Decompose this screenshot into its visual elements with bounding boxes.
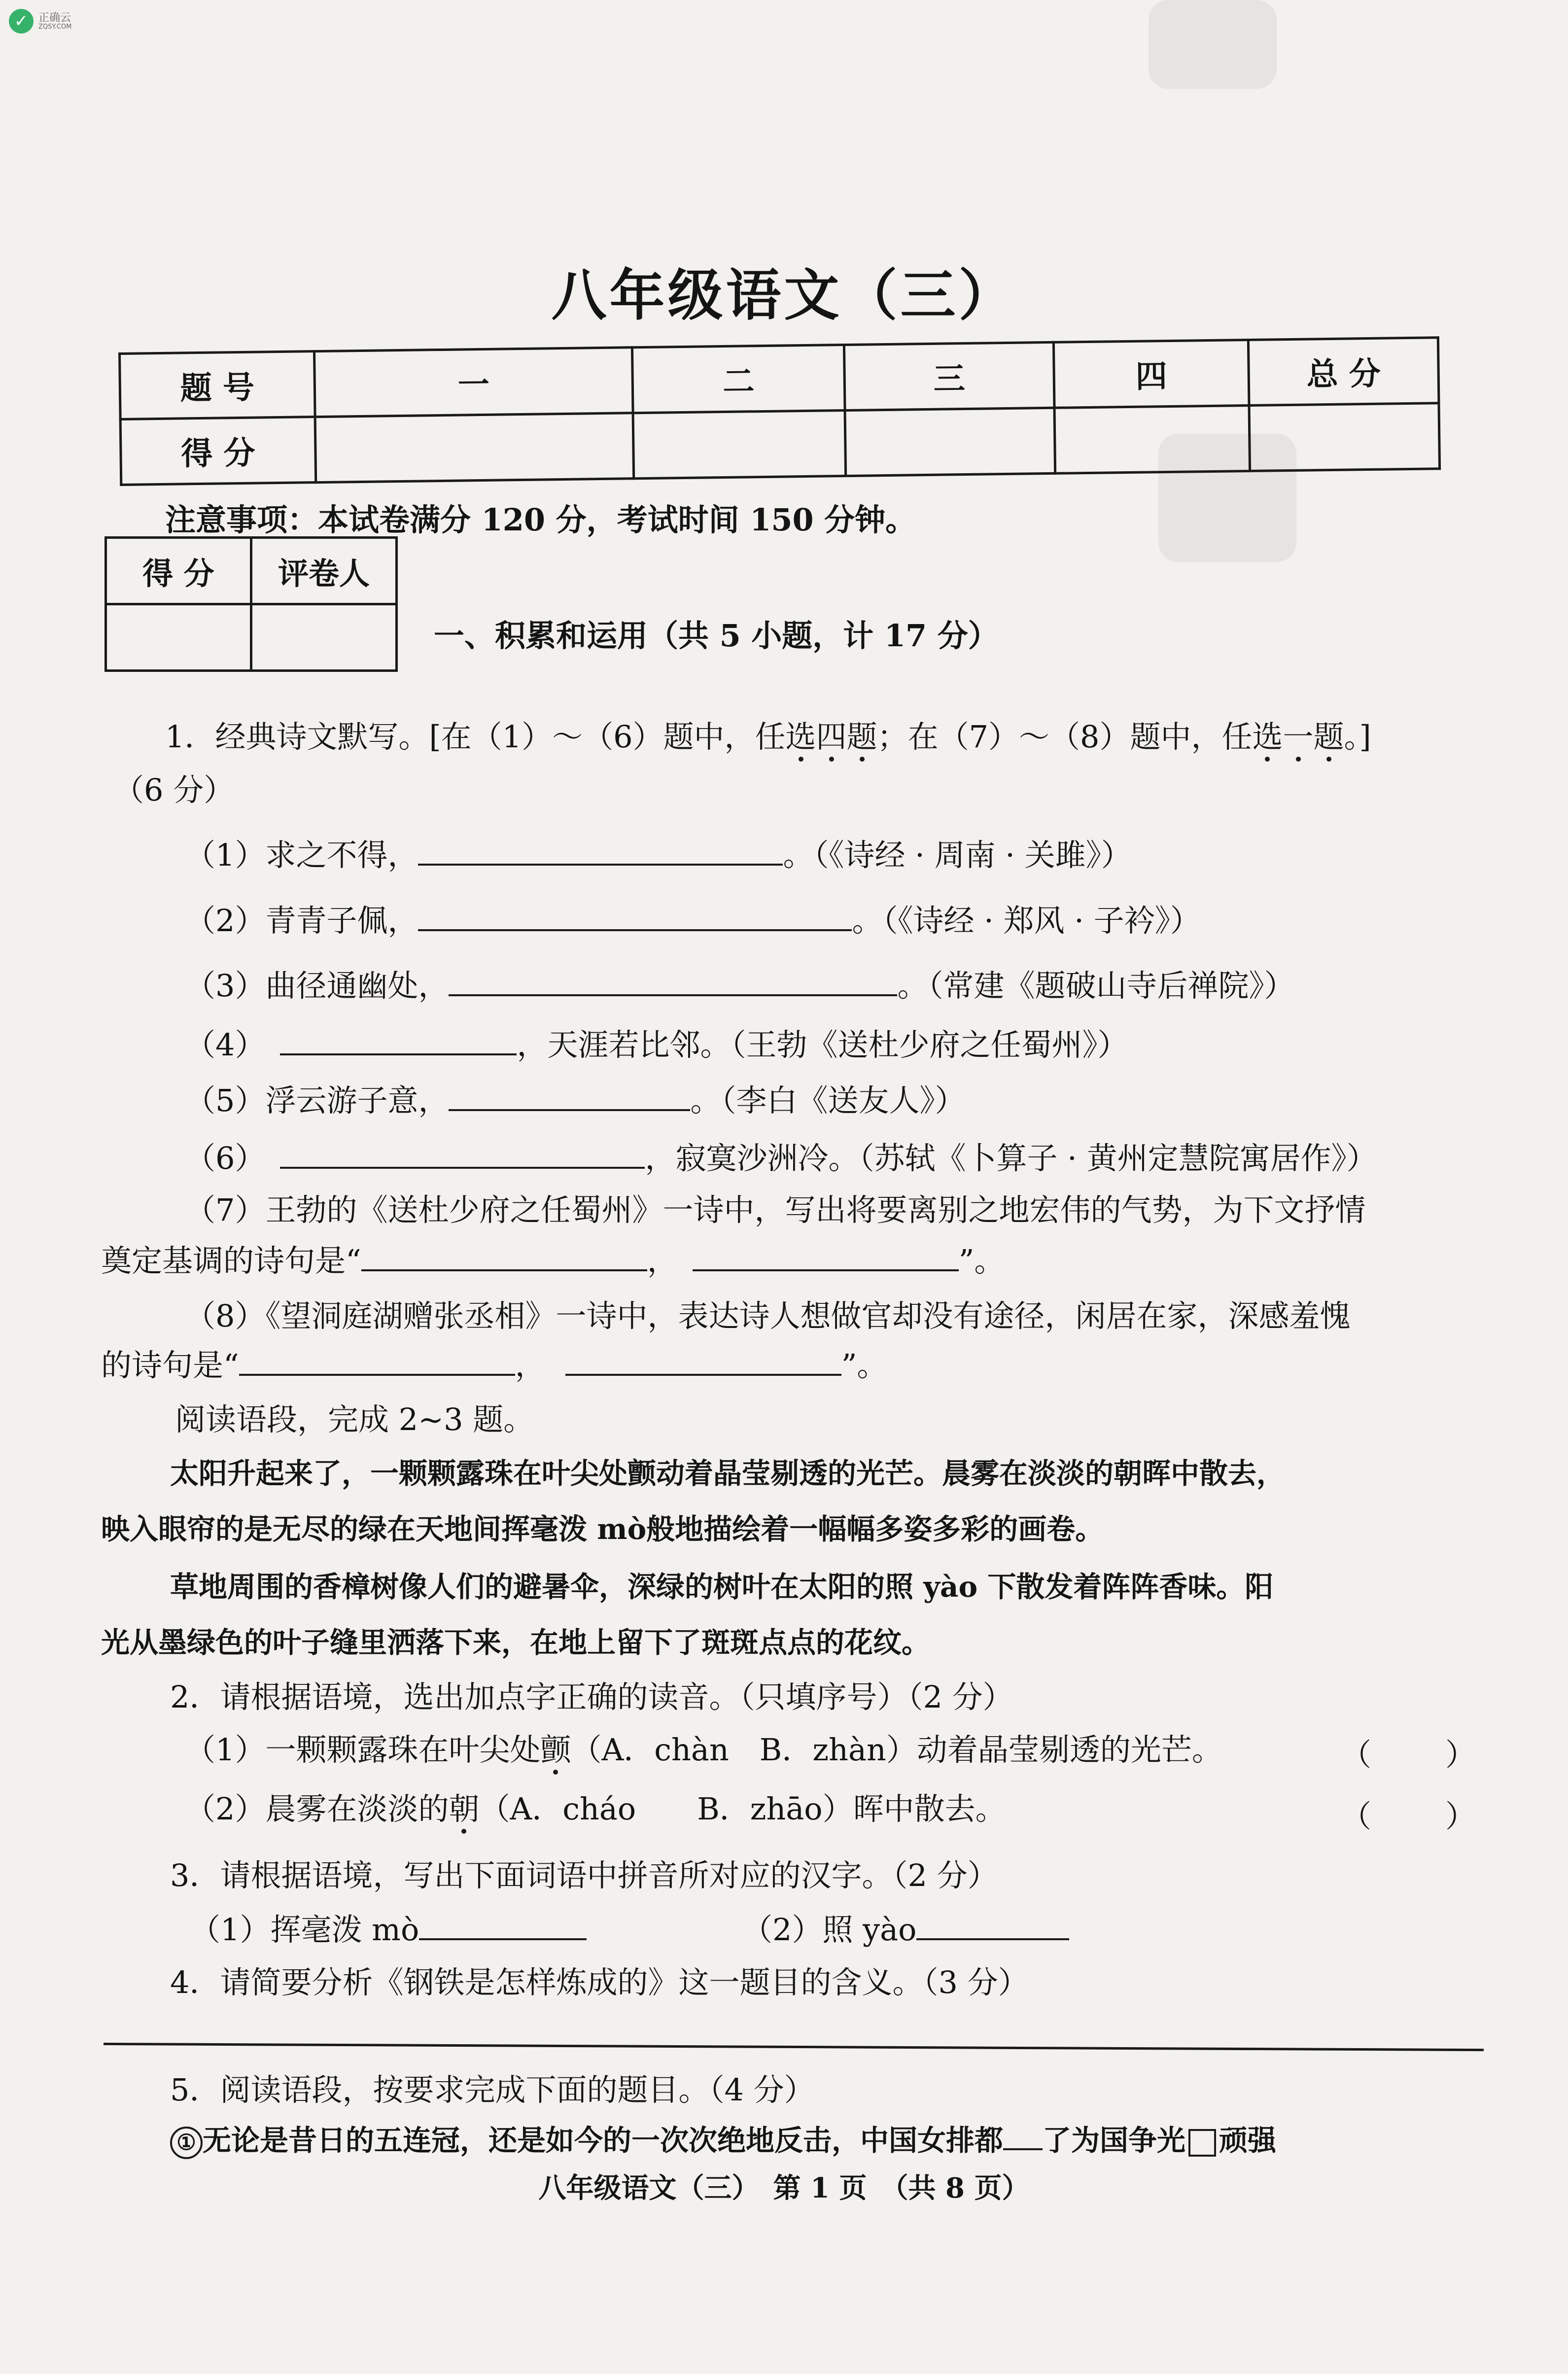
item-source: ，寂寞沙洲冷。（苏轼《卜算子 · 黄州定慧院寓居作》） [645,1140,1377,1176]
item-number: （2） [185,903,266,939]
section-3-header: 三 [844,342,1054,410]
q1-stem [165,712,1371,756]
item-text: （2）晨雾在淡淡的 [185,1791,449,1827]
q3-item-2 [742,1905,1069,1949]
q1-item-6 [185,1134,1377,1178]
page-title: 八年级语文（三） [551,263,1017,328]
logo-domain: ZQSY.COM [38,23,72,31]
q2-stem: 2．请根据语境，选出加点字正确的读音。（只填序号）（2 分） [170,1679,1013,1715]
q5-line-1 [170,2117,1276,2159]
item-source: 。（《诗经 · 周南 · 关雎》） [783,837,1132,873]
passage-line-4: 光从墨绿色的叶子缝里洒落下来，在地上留下了斑斑点点的花纹。 [101,1626,931,1659]
dotted-char: 朝 [449,1791,480,1827]
q1-item-5 [185,1076,965,1120]
reading-intro: 阅读语段，完成 2~3 题。 [175,1401,534,1437]
item-text: （2）照 yào [742,1912,917,1948]
scan-smudge [1149,0,1277,89]
q1-item-4 [185,1020,1128,1064]
grader-score-label: 得 分 [106,538,251,604]
separator: ， [647,1243,678,1279]
section-4-header: 四 [1053,340,1249,408]
q1-points: （6 分） [113,772,235,808]
item-text: 青青子佩， [265,903,418,939]
grader-name-label: 评卷人 [251,538,397,604]
item-source: 。（常建《题破山寺后禅院》） [897,968,1295,1004]
item-end: ”。 [841,1347,888,1383]
dotted-char: 题 [1313,719,1344,755]
punctuation-box[interactable] [1188,2129,1216,2157]
dotted-char: 颤 [540,1732,571,1768]
q2-item-1 [185,1725,1222,1769]
answer-blank[interactable] [1003,2123,1043,2150]
answer-blank[interactable] [565,1348,841,1376]
dotted-char: 四 [816,719,847,755]
checkmark-icon: ✓ [9,9,34,34]
answer-blank[interactable] [449,1083,690,1111]
item-text: 的诗句是“ [101,1347,239,1383]
logo-name: 正确云 [38,11,71,24]
item-options: （A．cháo B．zhāo）晖中散去。 [479,1791,1006,1827]
grader-score-cell[interactable] [106,604,251,671]
passage-line-3: 草地周围的香樟树像人们的避暑伞，深绿的树叶在太阳的照 yào 下散发着阵阵香味。阳 [170,1570,1274,1604]
answer-blank[interactable] [239,1348,515,1376]
q1-stem-c: 。] [1344,719,1371,755]
paren-close: ） [1445,1798,1476,1834]
answer-blank[interactable] [280,1028,517,1055]
score-cell[interactable] [315,413,634,483]
total-header: 总 分 [1248,338,1439,406]
q1-item-2 [185,896,1201,940]
item-number: （4） [185,1027,266,1063]
q2-answer-paren-2[interactable] [1341,1792,1476,1836]
item-end: ”。 [958,1243,1005,1279]
item-source: ，天涯若比邻。（王勃《送杜少府之任蜀州》） [517,1027,1128,1063]
item-text: 奠定基调的诗句是“ [101,1243,361,1279]
score-cell[interactable] [1054,405,1250,473]
dotted-char: 题 [846,719,877,755]
paren-open: （ [1341,1798,1372,1834]
grader-box [105,536,398,672]
answer-blank[interactable] [418,838,783,866]
item-text: 求之不得， [265,837,418,873]
q1-stem-b: ；在（7）～（8）题中，任 [877,719,1253,755]
q1-item-3 [185,961,1294,1005]
q1-item-8-line1: （8）《望洞庭湖赠张丞相》一诗中，表达诗人想做官却没有途径，闲居在家，深感羞愧 [185,1298,1351,1334]
item-text: 了为国争光 [1043,2124,1186,2157]
item-number: （5） [185,1082,266,1118]
passage-line-1: 太阳升起来了，一颗颗露珠在叶尖处颤动着晶莹剔透的光芒。晨雾在淡淡的朝晖中散去， [170,1457,1286,1490]
score-cell[interactable] [845,408,1055,476]
q4-stem: 4．请简要分析《钢铁是怎样炼成的》这一题目的含义。（3 分） [170,1964,1029,2000]
dotted-char: 一 [1283,719,1314,755]
exam-notice: 注意事项：本试卷满分 120 分，考试时间 150 分钟。 [165,502,916,538]
answer-blank[interactable] [418,904,852,931]
item-text: 无论是昔日的五连冠，还是如今的一次次绝地反击，中国女排都 [203,2124,1004,2157]
table-row-header-number: 题 号 [120,351,315,419]
section-1-header: 一 [314,348,633,417]
part1-title: 一、积累和运用（共 5 小题，计 17 分） [434,618,999,654]
section-2-header: 二 [632,345,845,413]
answer-blank[interactable] [449,969,897,996]
site-logo [9,9,71,34]
item-text: 顽强 [1219,2124,1277,2157]
item-text: （1）挥毫泼 mò [190,1912,419,1948]
item-text: 浮云游子意， [265,1082,449,1118]
answer-blank[interactable] [419,1913,587,1940]
dotted-char: 选 [785,719,816,755]
item-text: （1）一颗颗露珠在叶尖处 [185,1732,541,1768]
item-number: （6） [185,1140,266,1176]
section-divider [104,2043,1484,2051]
paren-close: ） [1445,1737,1476,1773]
item-text: 曲径通幽处， [265,968,449,1004]
item-options: （A．chàn B．zhàn）动着晶莹剔透的光芒。 [571,1732,1222,1768]
q1-item-7-line1: （7）王勃的《送杜少府之任蜀州》一诗中，写出将要离别之地宏伟的气势，为下文抒情 [185,1192,1366,1228]
answer-blank[interactable] [361,1244,647,1271]
q3-stem: 3．请根据语境，写出下面词语中拼音所对应的汉字。（2 分） [170,1857,998,1893]
grader-name-cell[interactable] [251,604,397,671]
page-footer: 八年级语文（三） 第 1 页 （共 8 页） [538,2172,1030,2204]
table-row-header-score: 得 分 [120,417,316,485]
dotted-char: 选 [1252,719,1283,755]
q2-answer-paren-1[interactable] [1341,1730,1476,1774]
score-cell[interactable] [1249,403,1440,471]
q3-item-1 [190,1905,587,1949]
circled-number: ① [170,2127,203,2159]
paren-open: （ [1341,1737,1372,1773]
item-number: （1） [185,837,266,873]
q2-item-2 [185,1784,1006,1828]
q1-item-8-line2 [101,1341,887,1385]
answer-blank[interactable] [693,1244,959,1271]
item-source: 。（《诗经 · 郑风 · 子衿》） [852,903,1201,939]
q1-item-7-line2 [101,1236,1005,1280]
q5-stem: 5．阅读语段，按要求完成下面的题目。（4 分） [170,2072,815,2108]
separator: ， [515,1347,546,1383]
score-cell[interactable] [633,411,846,479]
score-table [118,336,1441,486]
answer-blank[interactable] [280,1141,645,1169]
q1-stem-a: 1．经典诗文默写。[在（1）～（6）题中，任 [165,719,786,755]
answer-blank[interactable] [916,1913,1069,1940]
item-number: （3） [185,968,266,1004]
passage-line-2: 映入眼帘的是无尽的绿在天地间挥毫泼 mò般地描绘着一幅幅多姿多彩的画卷。 [101,1512,1104,1546]
q1-item-1 [185,831,1132,874]
item-source: 。（李白《送友人》） [690,1082,966,1118]
